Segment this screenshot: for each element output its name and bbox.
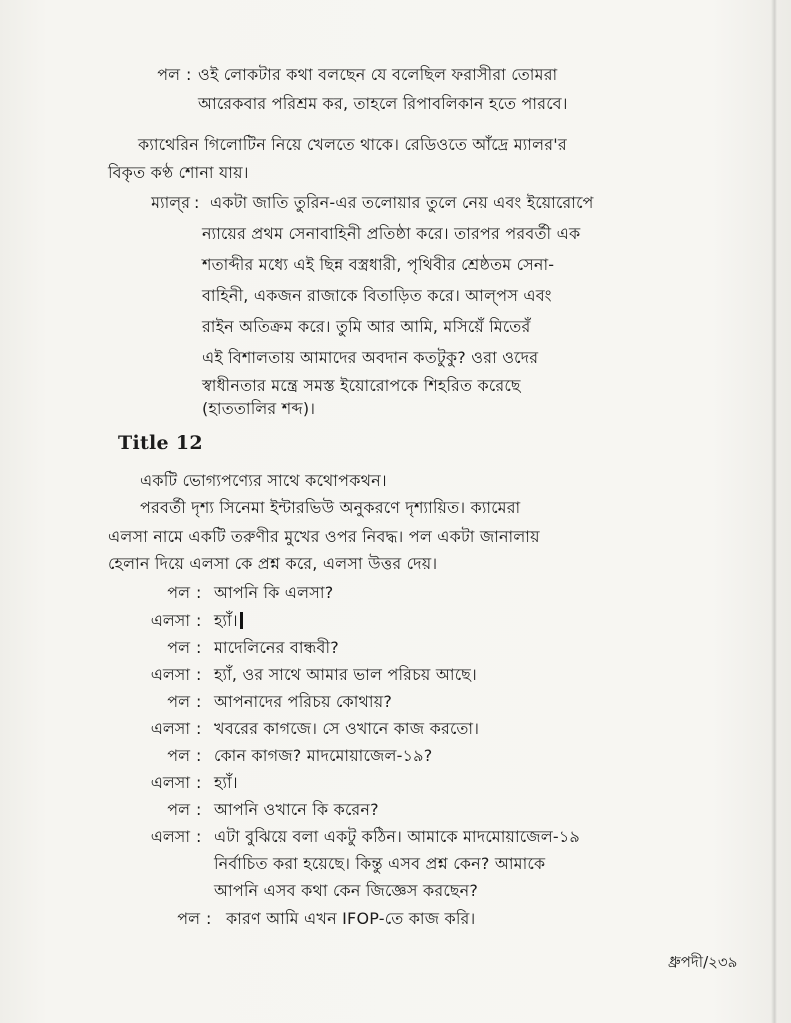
speaker-label: পল <box>167 638 190 657</box>
dialogue-line: আপনি কি এলসা? <box>214 583 334 602</box>
speaker-label: এলসা <box>150 827 190 846</box>
stage-direction-line: ক্যাথেরিন গিলোটিন নিয়ে খেলতে থাকে। রেডিওতে আঁদ্রে ম্যালর'র <box>138 135 567 154</box>
speaker-colon: : <box>196 665 202 684</box>
speaker-colon: : <box>196 692 202 711</box>
speech-line: (হাততালির শব্দ)। <box>202 399 316 418</box>
dialogue-line: আরেকবার পরিশ্রম কর, তাহলে রিপাবলিকান হতে পারবে। <box>198 94 568 113</box>
speaker-colon: : <box>196 611 202 630</box>
speaker-colon: : <box>206 909 212 928</box>
speaker-colon: : <box>196 638 202 657</box>
dialogue-line: খবরের কাগজে। সে ওখানে কাজ করতো। <box>214 719 480 738</box>
stage-direction-line: পরবর্তী দৃশ্য সিনেমা ইন্টারভিউ অনুকরণে দৃশ্যায়িত। ক্যামেরা <box>140 498 521 517</box>
dialogue-line: এটা বুঝিয়ে বলা একটু কঠিন। আমাকে মাদমোয়াজেল-১৯ <box>214 827 580 846</box>
speaker-label: পল <box>157 65 180 84</box>
speech-line: একটা জাতি তুরিন-এর তলোয়ার তুলে নেয় এবং ইয়োরোপে <box>210 193 594 212</box>
dialogue-line: হ্যাঁ, ওর সাথে আমার ভাল পরিচয় আছে। <box>214 665 477 684</box>
dialogue-line: আপনি ওখানে কি করেন? <box>214 800 379 819</box>
speaker-label: পল <box>177 909 200 928</box>
stage-direction-line: বিকৃত কণ্ঠ শোনা যায়। <box>108 163 249 182</box>
speaker-label: পল <box>167 746 190 765</box>
speaker-label: এলসা <box>150 665 190 684</box>
dialogue-line: আপনাদের পরিচয় কোথায়? <box>214 692 393 711</box>
speaker-colon: : <box>196 773 202 792</box>
speaker-label: পল <box>167 692 190 711</box>
speech-line: রাইন অতিক্রম করে। তুমি আর আমি, মসিয়েঁ মিতেরঁ <box>202 317 531 336</box>
speaker-label: এলসা <box>150 611 190 630</box>
dialogue-line: হ্যাঁ। <box>214 773 238 792</box>
speaker-colon: : <box>186 65 192 84</box>
speaker-colon: : <box>196 746 202 765</box>
page-edge-shadow <box>771 0 777 1023</box>
speech-line: শতাব্দীর মধ্যে এই ছিন্ন বস্ত্রধারী, পৃথিবীর শ্রেষ্ঠতম সেনা- <box>202 255 555 274</box>
speaker-colon: : <box>196 800 202 819</box>
dialogue-line: ওই লোকটার কথা বলছেন যে বলেছিল ফরাসীরা তোমরা <box>198 65 558 84</box>
speaker-colon: : <box>196 719 202 738</box>
dialogue-line: কোন কাগজ? মাদমোয়াজেল-১৯? <box>214 746 433 765</box>
section-title: Title 12 <box>118 432 203 454</box>
speaker-colon: : <box>196 583 202 602</box>
page-footer: ধ্রুপদী/২৩৯ <box>668 953 738 971</box>
speech-line: বাহিনী, একজন রাজাকে বিতাড়িত করে। আল্‌পস এবং <box>202 286 552 305</box>
section-subtitle: একটি ভোগ্যপণ্যের সাথে কথোপকথন। <box>140 471 387 490</box>
speaker-label: ম্যাল্‌র <box>151 193 190 212</box>
text-cursor-mark <box>240 612 243 629</box>
dialogue-line: কারণ আমি এখন IFOP-তে কাজ করি। <box>226 909 476 928</box>
speaker-label: এলসা <box>150 773 190 792</box>
dialogue-line: মাদেলিনের বান্ধবী? <box>214 638 339 657</box>
speaker-label: এলসা <box>150 719 190 738</box>
speech-line: এই বিশালতায় আমাদের অবদান কতটুকু? ওরা ওদের <box>202 348 539 367</box>
dialogue-line: নির্বাচিত করা হয়েছে। কিন্তু এসব প্রশ্ন কেন? আমাকে <box>214 854 546 873</box>
speech-line: ন্যায়ের প্রথম সেনাবাহিনী প্রতিষ্ঠা করে। তারপর পরবর্তী এক <box>202 224 581 243</box>
speaker-colon: : <box>196 827 202 846</box>
speaker-colon: : <box>194 193 200 212</box>
stage-direction-line: হেলান দিয়ে এলসা কে প্রশ্ন করে, এলসা উত্তর দেয়। <box>108 554 438 573</box>
speaker-label: পল <box>167 583 190 602</box>
dialogue-line: আপনি এসব কথা কেন জিজ্ঞেস করছেন? <box>214 881 479 900</box>
speech-line: স্বাধীনতার মন্ত্রে সমস্ত ইয়োরোপকে শিহরিত করেছে <box>202 376 521 395</box>
dialogue-line <box>214 610 243 632</box>
speaker-label: পল <box>167 800 190 819</box>
dialogue-text: হ্যাঁ। <box>214 611 238 630</box>
stage-direction-line: এলসা নামে একটি তরুণীর মুখের ওপর নিবদ্ধ। পল একটা জানালায় <box>108 527 540 546</box>
